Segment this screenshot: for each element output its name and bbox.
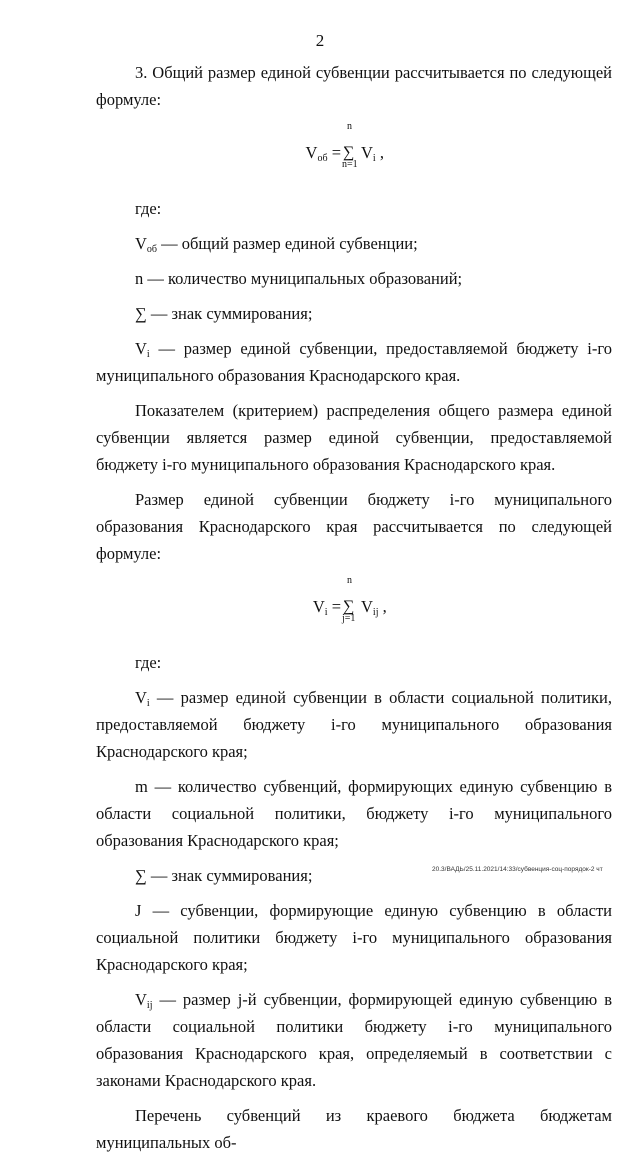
paragraph-3: Размер единой субвенции бюджету i-го муниципального образования Краснодарского края рассчитывается по следующей формуле: [96,490,612,563]
formula-lhs: $V_i$ = [312,597,341,618]
where-label-1: где: [135,199,162,218]
definition-sigma-2: ∑ — знак суммирования; [135,866,313,885]
sum-lower-limit: j=1 [342,613,356,624]
formula-subvention-i [96,575,612,639]
document-footer-code: 20.3/ВАДЬ/25.11.2021/14:33/субвенция-соц-порядок-2 чт [432,866,603,873]
paragraph-1: 3. Общий размер единой субвенции рассчитывается по следующей формуле: [96,63,612,109]
definition-sigma-1: ∑ — знак суммирования; [135,304,313,323]
formula-lhs: $V_{об}$ = [305,143,341,164]
definition-j: J — субвенции, формирующие единую субвенцию в области социальной политики бюджету i-го муниципального образования Краснодарского края; [96,901,612,974]
formula-rhs: $V_{ij}$ , [361,597,387,618]
definition-v-i: $V_i$ — размер единой субвенции, предоставляемой бюджету i-го муниципального образования Краснодарского края. [96,339,612,385]
sigma-symbol: ∑ [343,598,355,615]
definition-m: m — количество субвенций, формирующих единую субвенцию в области социальной политики, бюджету i-го муниципального образования Краснодарского края; [96,777,612,850]
document-body [96,59,612,1164]
formula-rhs: $V_i$ , [361,143,384,164]
paragraph-2: Показателем (критерием) распределения общего размера единой субвенции является размер единой субвенции, предоставляемой бюджету i-го муниципального образования Краснодарского края. [96,401,612,474]
sum-upper-limit: n [347,575,352,586]
sigma-symbol: ∑ [343,144,355,161]
sum-lower-limit: n=1 [342,159,358,170]
page-number: 2 [315,31,325,50]
definition-v-i-social: $V_i$ — размер единой субвенции в области социальной политики, предоставляемой бюджету i-го муниципального образования Краснодарского края; [96,688,612,761]
definition-n: n — количество муниципальных образований; [135,269,463,288]
definition-v-ob: $V_{об}$ — общий размер единой субвенции; [135,234,418,255]
where-label-2: где: [135,653,162,672]
paragraph-4: Перечень субвенций из краевого бюджета бюджетам муниципальных об- [96,1106,612,1152]
formula-total-subvention [96,121,612,185]
definition-v-ij: $V_{ij}$ — размер j-й субвенции, формирующей единую субвенцию в области социальной политики бюджету i-го муниципального образования Краснодарского края, определяемый в соответствии с законами Краснодарского края. [96,990,612,1090]
sum-upper-limit: n [347,121,352,132]
